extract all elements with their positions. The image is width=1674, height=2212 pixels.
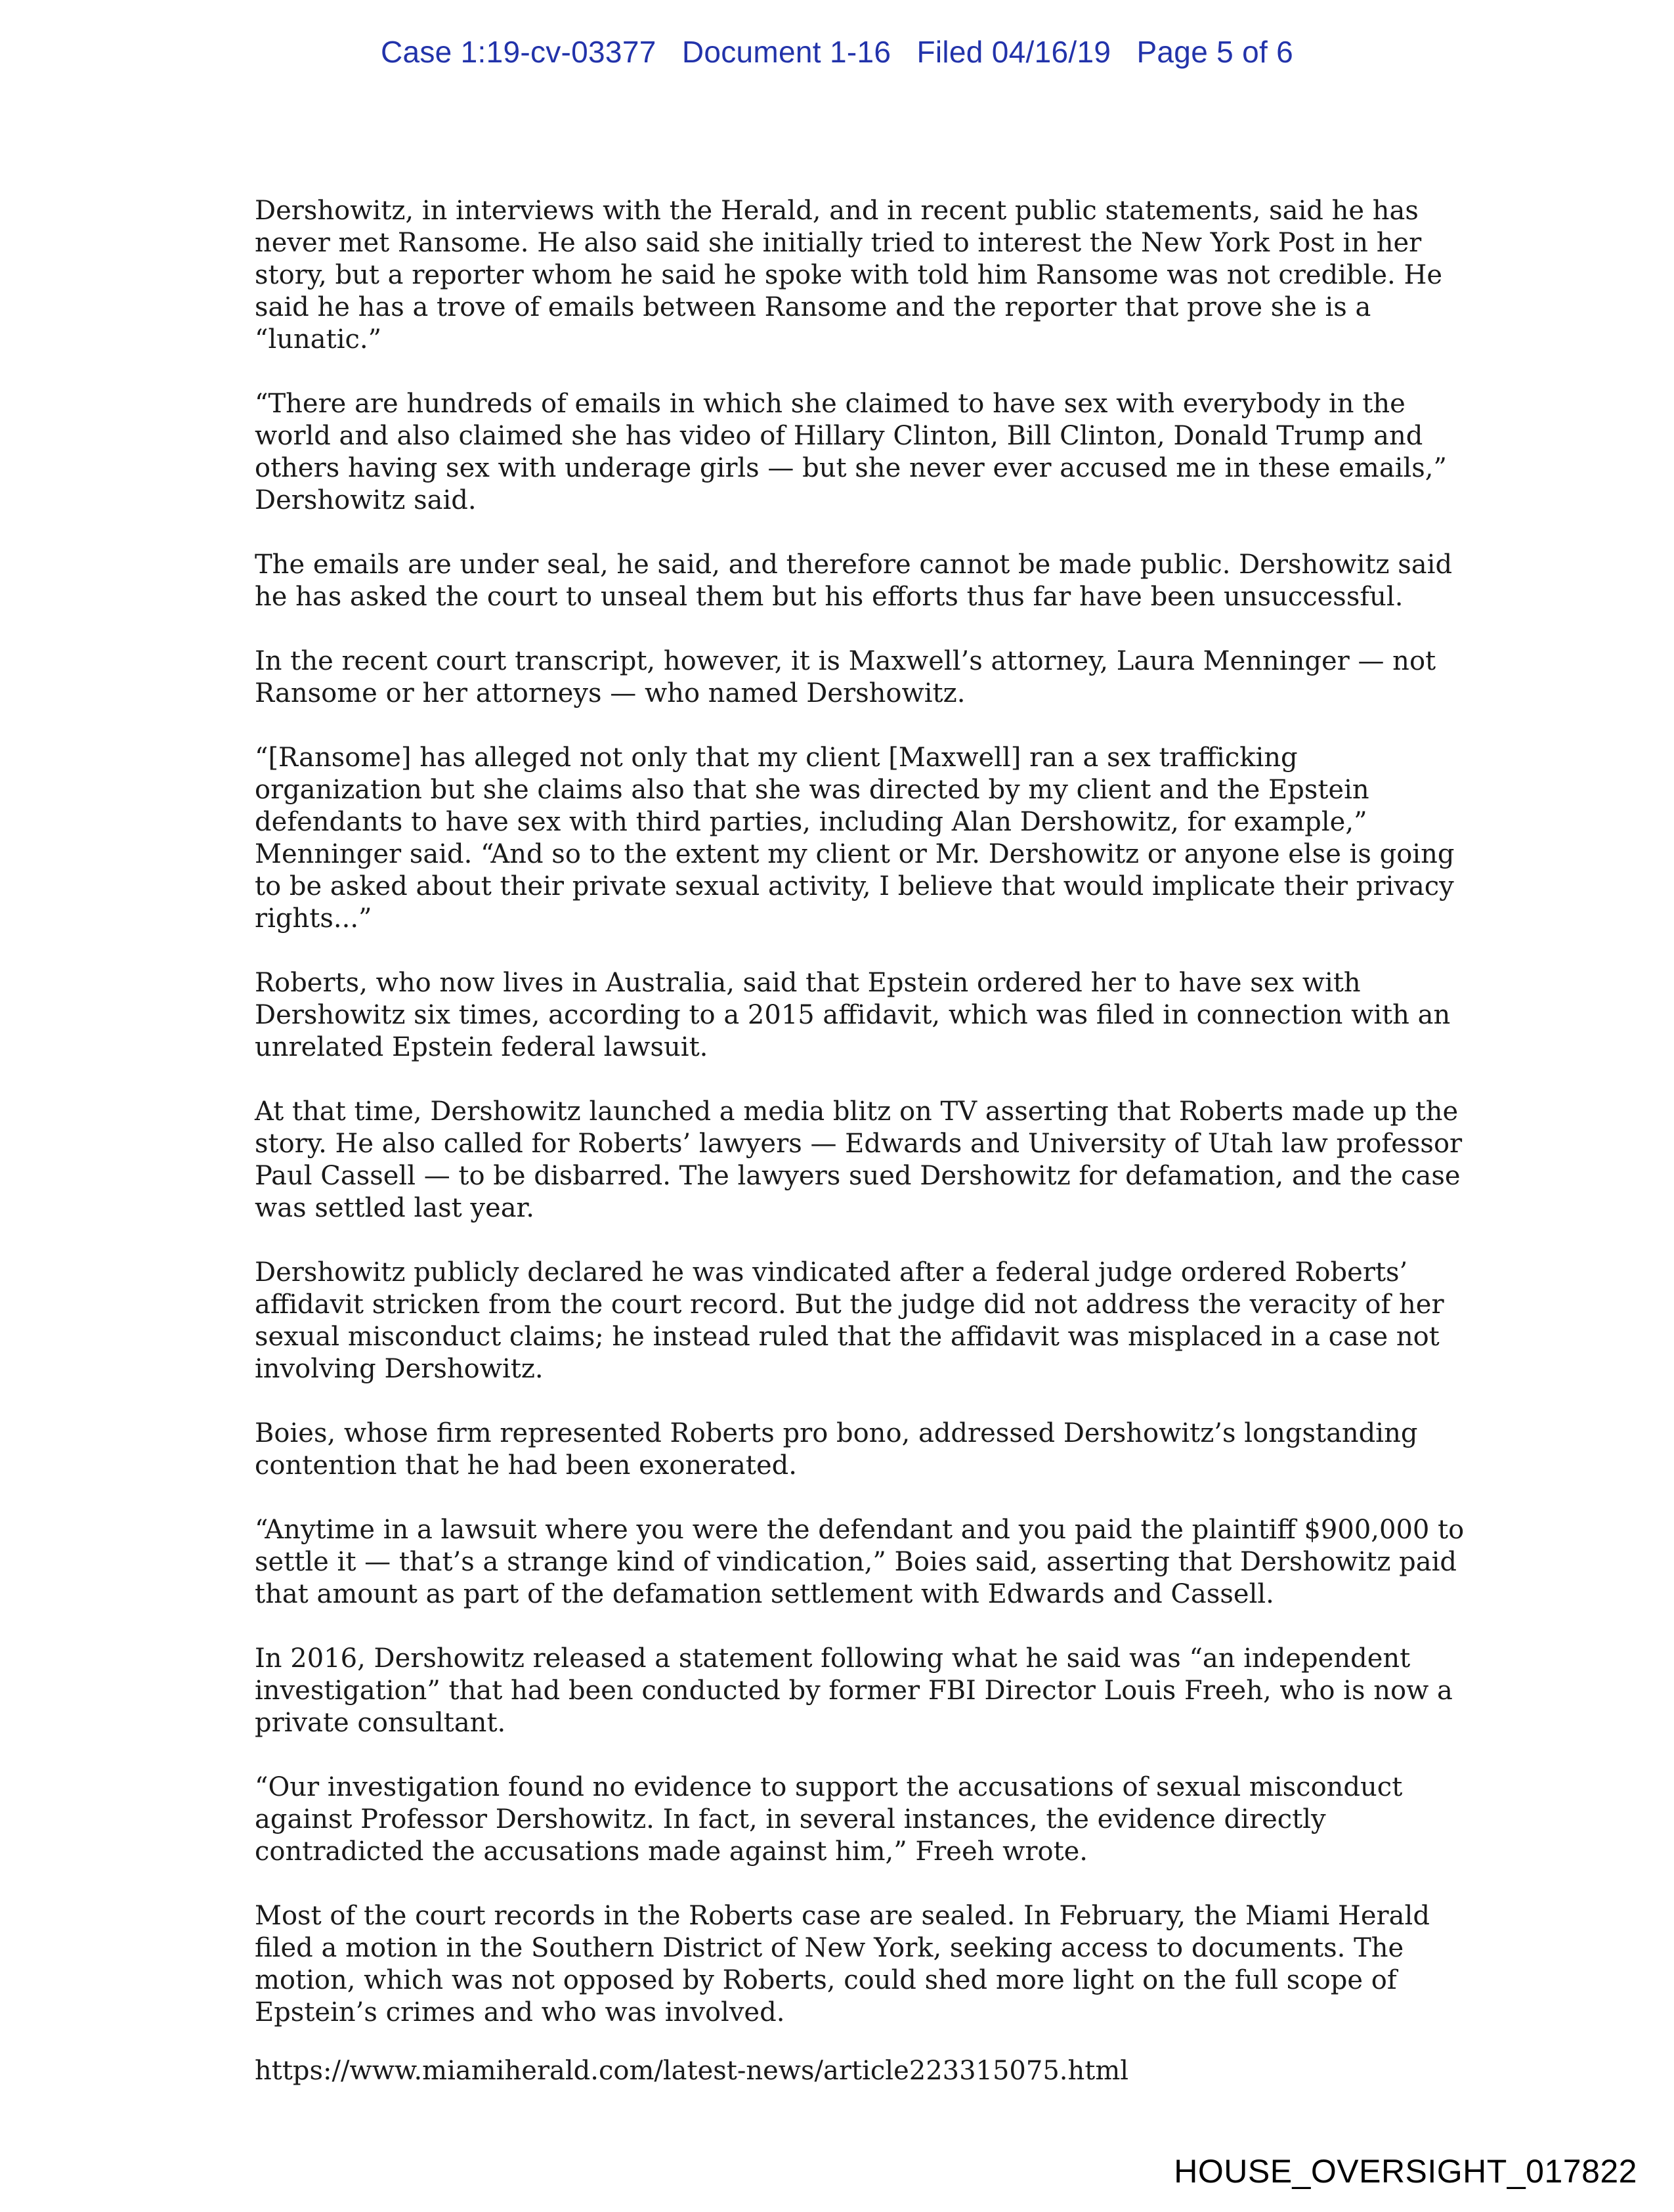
paragraph: In 2016, Dershowitz released a statement following what he said was “an independent investigation” that had been conducted by former FBI Director Louis Freeh, who is now a private consultant. <box>255 1643 1453 1738</box>
paragraph: At that time, Dershowitz launched a media blitz on TV asserting that Roberts made up the story. He also called for Roberts’ lawyers — Edwards and University of Utah law professor Paul Cassell — to be disbarred. The lawyers sued Dershowitz for defamation, and the case was settled last year. <box>255 1096 1463 1223</box>
paragraph: The emails are under seal, he said, and therefore cannot be made public. Dershowitz said he has asked the court to unseal them but his efforts thus far have been unsuccessful. <box>255 550 1453 612</box>
paragraph: In the recent court transcript, however, it is Maxwell’s attorney, Laura Menninger — not Ransome or her attorneys — who named Dershowitz. <box>255 646 1436 708</box>
paragraph: Boies, whose firm represented Roberts pro bono, addressed Dershowitz’s longstanding contention that he had been exonerated. <box>255 1418 1418 1481</box>
paragraph: Dershowitz, in interviews with the Herald, and in recent public statements, said he has never met Ransome. He also said she initially tried to interest the New York Post in her story, but a reporter whom he said he spoke with told him Ransome was not credible. He said he has a trove of emails between Ransome and the reporter that prove she is a “lunatic.” <box>255 196 1443 355</box>
article-body <box>255 195 1469 2061</box>
paragraph: “Anytime in a lawsuit where you were the defendant and you paid the plaintiff $900,000 to settle it — that’s a strange kind of vindication,” Boies said, asserting that Dershowitz paid that amount as part of the defamation settlement with Edwards and Cassell. <box>255 1515 1465 1609</box>
paragraph: Most of the court records in the Roberts case are sealed. In February, the Miami Herald filed a motion in the Southern District of New York, seeking access to documents. The motion, which was not opposed by Roberts, could shed more light on the full scope of Epstein’s crimes and who was involved. <box>255 1901 1430 2028</box>
source-url: https://www.miamiherald.com/latest-news/article223315075.html <box>255 2056 1129 2086</box>
bates-number: HOUSE_OVERSIGHT_017822 <box>1174 2153 1637 2190</box>
paragraph: “Our investigation found no evidence to support the accusations of sexual misconduct against Professor Dershowitz. In fact, in several instances, the evidence directly contradicted the accusations made against him,” Freeh wrote. <box>255 1772 1403 1867</box>
paragraph: Roberts, who now lives in Australia, said that Epstein ordered her to have sex with Dershowitz six times, according to a 2015 affidavit, which was filed in connection with an unrelated Epstein federal lawsuit. <box>255 968 1451 1062</box>
case-header: Case 1:19-cv-03377 Document 1-16 Filed 04/16/19 Page 5 of 6 <box>380 35 1294 69</box>
paragraph: “There are hundreds of emails in which she claimed to have sex with everybody in the world and also claimed she has video of Hillary Clinton, Bill Clinton, Donald Trump and others having sex with underage girls — but she never ever accused me in these emails,” Dershowitz said. <box>255 389 1447 515</box>
paragraph: Dershowitz publicly declared he was vindicated after a federal judge ordered Roberts’ affidavit stricken from the court record. But the judge did not address the veracity of her sexual misconduct claims; he instead ruled that the affidavit was misplaced in a case not involving Dershowitz. <box>255 1257 1444 1384</box>
paragraph: “[Ransome] has alleged not only that my client [Maxwell] ran a sex trafficking organization but she claims also that she was directed by my client and the Epstein defendants to have sex with third parties, including Alan Dershowitz, for example,” Menninger said. “And so to the extent my client or Mr. Dershowitz or anyone else is going to be asked about their private sexual activity, I believe that would implicate their privacy rights...” <box>255 743 1455 934</box>
